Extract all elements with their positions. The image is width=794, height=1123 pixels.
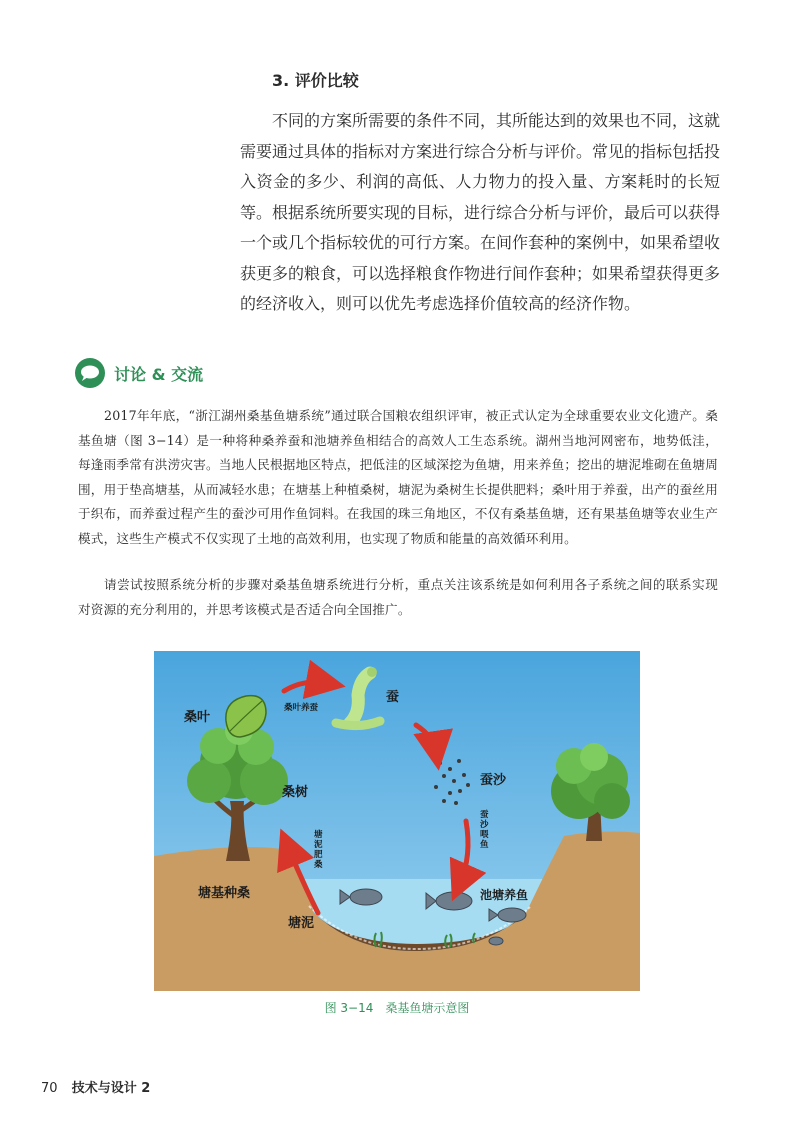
label-pond-mud: 塘泥 xyxy=(288,916,315,931)
book-title: 技术与设计 2 xyxy=(71,1081,151,1096)
mud-fertilizes-char: 桑 xyxy=(314,860,323,870)
label-droppings-feed-fish xyxy=(480,809,489,850)
label-bank-mulberry: 塘基种桑 xyxy=(198,886,251,901)
label-silkworm: 蚕 xyxy=(386,690,400,705)
droppings-feed-fish-char: 喂 xyxy=(480,830,489,840)
page-footer xyxy=(41,1077,150,1096)
section-heading: 3. 评价比较 xyxy=(272,71,359,90)
figure-caption xyxy=(154,999,640,1016)
figure-number: 图 3−14 xyxy=(324,1001,374,1015)
mud-fertilizes-char: 肥 xyxy=(314,850,323,860)
section-paragraph: 不同的方案所需要的条件不同，其所能达到的效果也不同，这就需要通过具体的指标对方案进行综合分析与评价。常见的指标包括投入资金的多少、利润的高低、人力物力的投入量、方案耗时的长短等。根据系统所要实现的目标，进行综合分析与评价，最后可以获得一个或几个指标较优的可行方案。在间作套种的案例中，如果希望收获更多的粮食，可以选择粮食作物进行间作套种；如果希望获得更多的经济收入，则可以优先考虑选择价值较高的经济作物。 xyxy=(240,111,721,313)
droppings-feed-fish-char: 沙 xyxy=(480,820,489,830)
mud-fertilizes-char: 泥 xyxy=(314,840,323,850)
mulberry-fish-pond-diagram xyxy=(154,651,640,991)
label-mulberry-leaf: 桑叶 xyxy=(184,710,211,725)
discussion-paragraph-1: 2017年年底，“浙江湖州桑基鱼塘系统”通过联合国粮农组织评审，被正式认定为全球重要农业文化遗产。桑基鱼塘（图 3−14）是一种将种桑养蚕和池塘养鱼相结合的高效人工生态系统。湖州当地河网密布，地势低洼，每逢雨季常有洪涝灾害。当地人民根据地区特点，把低洼的区域深挖为鱼塘，用来养鱼；挖出的塘泥堆砌在鱼塘周围，用于垫高塘基，从而减轻水患；在塘基上种植桑树，塘泥为桑树生长提供肥料；桑叶用于养蚕，出产的蚕丝用于织布，而养蚕过程产生的蚕沙可用作鱼饲料。在我国的珠三角地区，不仅有桑基鱼塘，还有果基鱼塘等农业生产模式，这些生产模式不仅实现了土地的高效利用，也实现了物质和能量的高效循环利用。 xyxy=(78,408,718,546)
droppings-feed-fish-char: 鱼 xyxy=(480,840,489,850)
label-silkworm-droppings: 蚕沙 xyxy=(480,773,507,788)
label-leaf-feeds-silkworm: 桑叶养蚕 xyxy=(284,703,319,713)
page-number: 70 xyxy=(41,1081,58,1096)
label-mulberry-tree: 桑树 xyxy=(282,785,309,800)
discussion-paragraph-2: 请尝试按照系统分析的步骤对桑基鱼塘系统进行分析，重点关注该系统是如何利用各子系统之间的联系实现对资源的充分利用的，并思考该模式是否适合向全国推广。 xyxy=(78,577,718,617)
speech-bubble-icon xyxy=(74,357,106,389)
label-pond-fish: 池塘养鱼 xyxy=(480,888,529,902)
discussion-header xyxy=(74,355,203,391)
figure-title: 桑基鱼塘示意图 xyxy=(385,1001,470,1015)
label-mud-fertilizes-mulberry xyxy=(313,829,323,870)
mud-fertilizes-char: 塘 xyxy=(314,830,323,840)
droppings-feed-fish-char: 蚕 xyxy=(480,810,489,820)
discussion-title: 讨论 & 交流 xyxy=(114,364,204,384)
